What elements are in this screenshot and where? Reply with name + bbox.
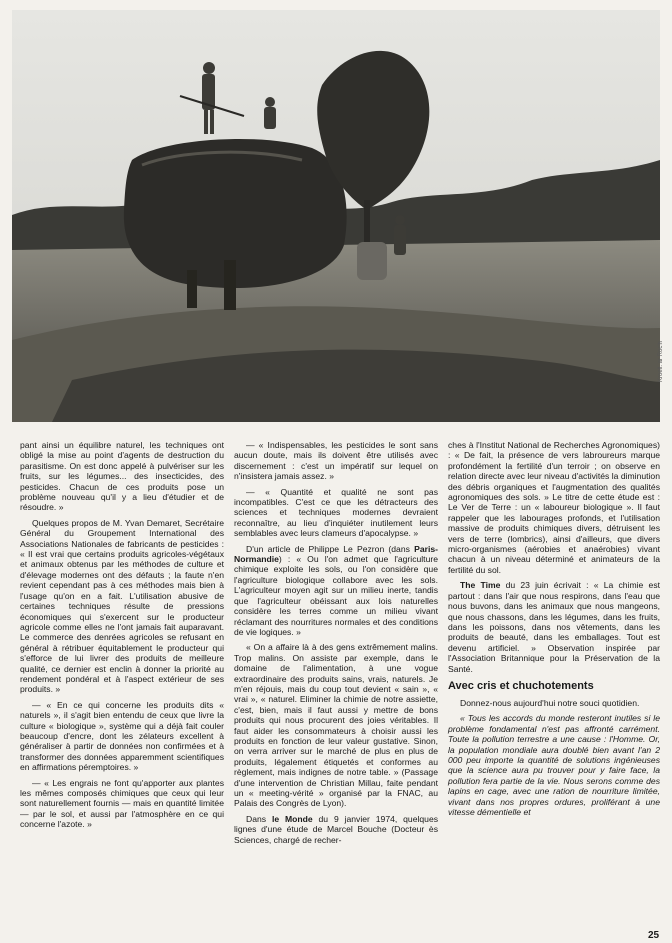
- text-column-1: [20, 440, 224, 835]
- page-number: 25: [648, 930, 660, 941]
- section-heading: Avec cris et chuchotements: [448, 679, 594, 692]
- paragraph: — « En ce qui concerne les produits dits « naturels », il s'agit bien entendu de ceux que livre la culture « biologique », système qui a déjà fait couler beaucoup d'encre, dont les zélateurs excellent à généraliser à partir de données non confirmées et à transformer des données apparemment scientifiques en affirmations péremptoires. »: [20, 699, 224, 773]
- lepezron-lead: D'un article de Philippe Le Pezron (dans: [246, 543, 410, 554]
- paragraph: [448, 580, 660, 674]
- paragraph: « Tous les accords du monde resteront inutiles si le problème fondamental n'est pas affronté carrément. Toute la pollution terrestre a une cause : l'Homme. Or, la population mondiale aura doublé bien avant l'an 2 000 peu importe la quantité de solutions ingénieuses que la science aura pu trouver pour y faire face, la pollution fera partie de la vie. Nous serons comme des lapins en cage, avec une ration de nourriture limitée, vivant dans nos propres ordures, proliférant à une vitesse démentielle et: [448, 713, 660, 817]
- text-column-3: [448, 440, 660, 822]
- haymaking-photo: [12, 10, 660, 422]
- paragraph: Donnez-nous aujourd'hui notre souci quotidien.: [460, 697, 640, 708]
- bouche-lead: Dans: [246, 813, 267, 824]
- paragraph: — « Les engrais ne font qu'apporter aux plantes les mêmes composés chimiques que ceux qui leur sont naturellement fournis — mais en quantité limitée — par le sol, et aussi par l'atmosphère en ce qui concerne l'azote. »: [20, 777, 224, 830]
- demaret-intro: Quelques propos de M. Yvan Demaret, Secrétaire Général du Groupement International des Associations Nationales de fabricants de pesticides :: [20, 517, 224, 549]
- paragraph: ches à l'Institut National de Recherches Agronomiques) : « De fait, la présence de vers labroureurs marque profondément la fertilité d'un terroir ; on observe en relation directe avec leur niveau d'activités la diminution des débris organiques et l'augmentation des qualités agronomiques des sols. » Le titre de cette étude est : Le Ver de Terre : un « laboureur biologique ». Il faut rappeler que les labourages profonds, et l'utilisation massive de produits chimiques divers, détruisent les vers de terre (lombrics), ainsi d'ailleurs, que divers micro-organismes (aérobies et anaérobies) vivant chacun à un niveau déterminé et animateurs de la fertilité du sol.: [448, 440, 660, 575]
- paragraph: « On a affaire là à des gens extrêmement malins. Trop malins. On assiste par exemple, dans le domaine de l'alimentation, à une vogue extraordinaire des produits sains, vrais, naturels. Je m'en réjouis, mais du coup tout devient « sain », « vrai », « naturel. Eliminer la chimie de notre assiette, c'est, bien, mais il faut aussi y mettre de bons produits qui nous procurent des joies véritables. Il faut aider les consommateurs à choisir aussi les produits en fonction de leur valeur gustative. Sinon, on verra arriver sur le marché de plus en plus de produits, légalement étiquetés et conformes au règlement, mais indignes de notre table. » (Passage d'une intervention de Christian Millau, faite pendant un « meeting-vérité » organisé par la FNAC, au Palais des Congrès de Lyon).: [234, 642, 438, 809]
- paragraph: [20, 518, 224, 695]
- the-time-quote: du 23 juin écrivait : « La chimie est partout : dans l'air que nous respirons, dans l'eau que nous buvons, dans les animaux que nous mangeons, que nous chassons, dans les légumes, dans les fruits, dans les poissons, dans nos vêtements, dans les produits de beauté, dans les emballages. Tout est devenu artificiel. » Observation inspirée par l'Association Britannique pour la Préservation de la Santé.: [448, 580, 660, 674]
- haymaking-photo-illustration: [12, 10, 660, 422]
- source-the-time: The Time: [460, 580, 501, 591]
- text-column-2: [234, 440, 438, 850]
- source-paris-normandie: Paris-Normandie: [234, 543, 439, 565]
- photo-credit: Kroell. ar Roc'h: [658, 341, 664, 382]
- bouche-text: du 9 janvier 1974, quelques lignes d'une étude de Marcel Bouche (Docteur ès Sciences, chargé de recher-: [234, 813, 439, 845]
- paragraph: — « Indispensables, les pesticides le sont sans aucun doute, mais ils doivent être utilisés avec discernement : c'est un impératif sur lequel on n'insistera jamais assez. »: [234, 440, 438, 482]
- paragraph: — « Quantité et qualité ne sont pas incompatibles. C'est ce que les détracteurs des sciences et techniques modernes devraient reconnaître, au lieu d'inquiéter inutilement leurs semblables avec leurs clameurs d'apocalypse. »: [234, 486, 438, 539]
- paragraph: [234, 544, 438, 638]
- paragraph: [234, 814, 438, 845]
- lepezron-quote: ) : « Ou l'on admet que l'agriculture chimique exploite les sols, ou l'on considère que l'agriculture biologique collabore avec les sols. L'agriculteur moyen agit sur un milieu inerte, tandis que l'agriculteur obéissant aux lois naturelles considère les terres comme un milieu vivant réclamant des nourritures normales et des conditions de vie logiques. »: [234, 554, 438, 637]
- source-le-monde: le Monde: [271, 813, 313, 824]
- demaret-quote: « Il est vrai que certains produits agricoles-végétaux et animaux obtenus par les méthodes de culture et d'élevage modernes ont des défauts ; la faute n'en revient cependant pas à ces méthodes mais bien à l'usage qu'on en a fait. L'utilisation abusive de certaines techniques résulte de pressions économiques qui s'exercent sur le producteur agricole comme elles ne l'ont jamais fait auparavant. Le commerce des denrées agricoles se refusant en général à rétribuer équitablement le producteur qui s'efforce de lui livrer des produits de meilleure qualité, ce dernier est enclin à donner la priorité au rendement pondéral et à l'aspect extérieur de ses produits. »: [20, 549, 224, 695]
- paragraph: pant ainsi un équilibre naturel, les techniques ont obligé la mise au point d'agents de destruction du parasitisme. On est donc appelé à pulvériser sur les fruits, sur les légumes... des insecticides, des pesticides. Chacun de ces produits pose un problème nouveau qu'il y a lieu d'étudier et de résoudre. »: [20, 440, 224, 513]
